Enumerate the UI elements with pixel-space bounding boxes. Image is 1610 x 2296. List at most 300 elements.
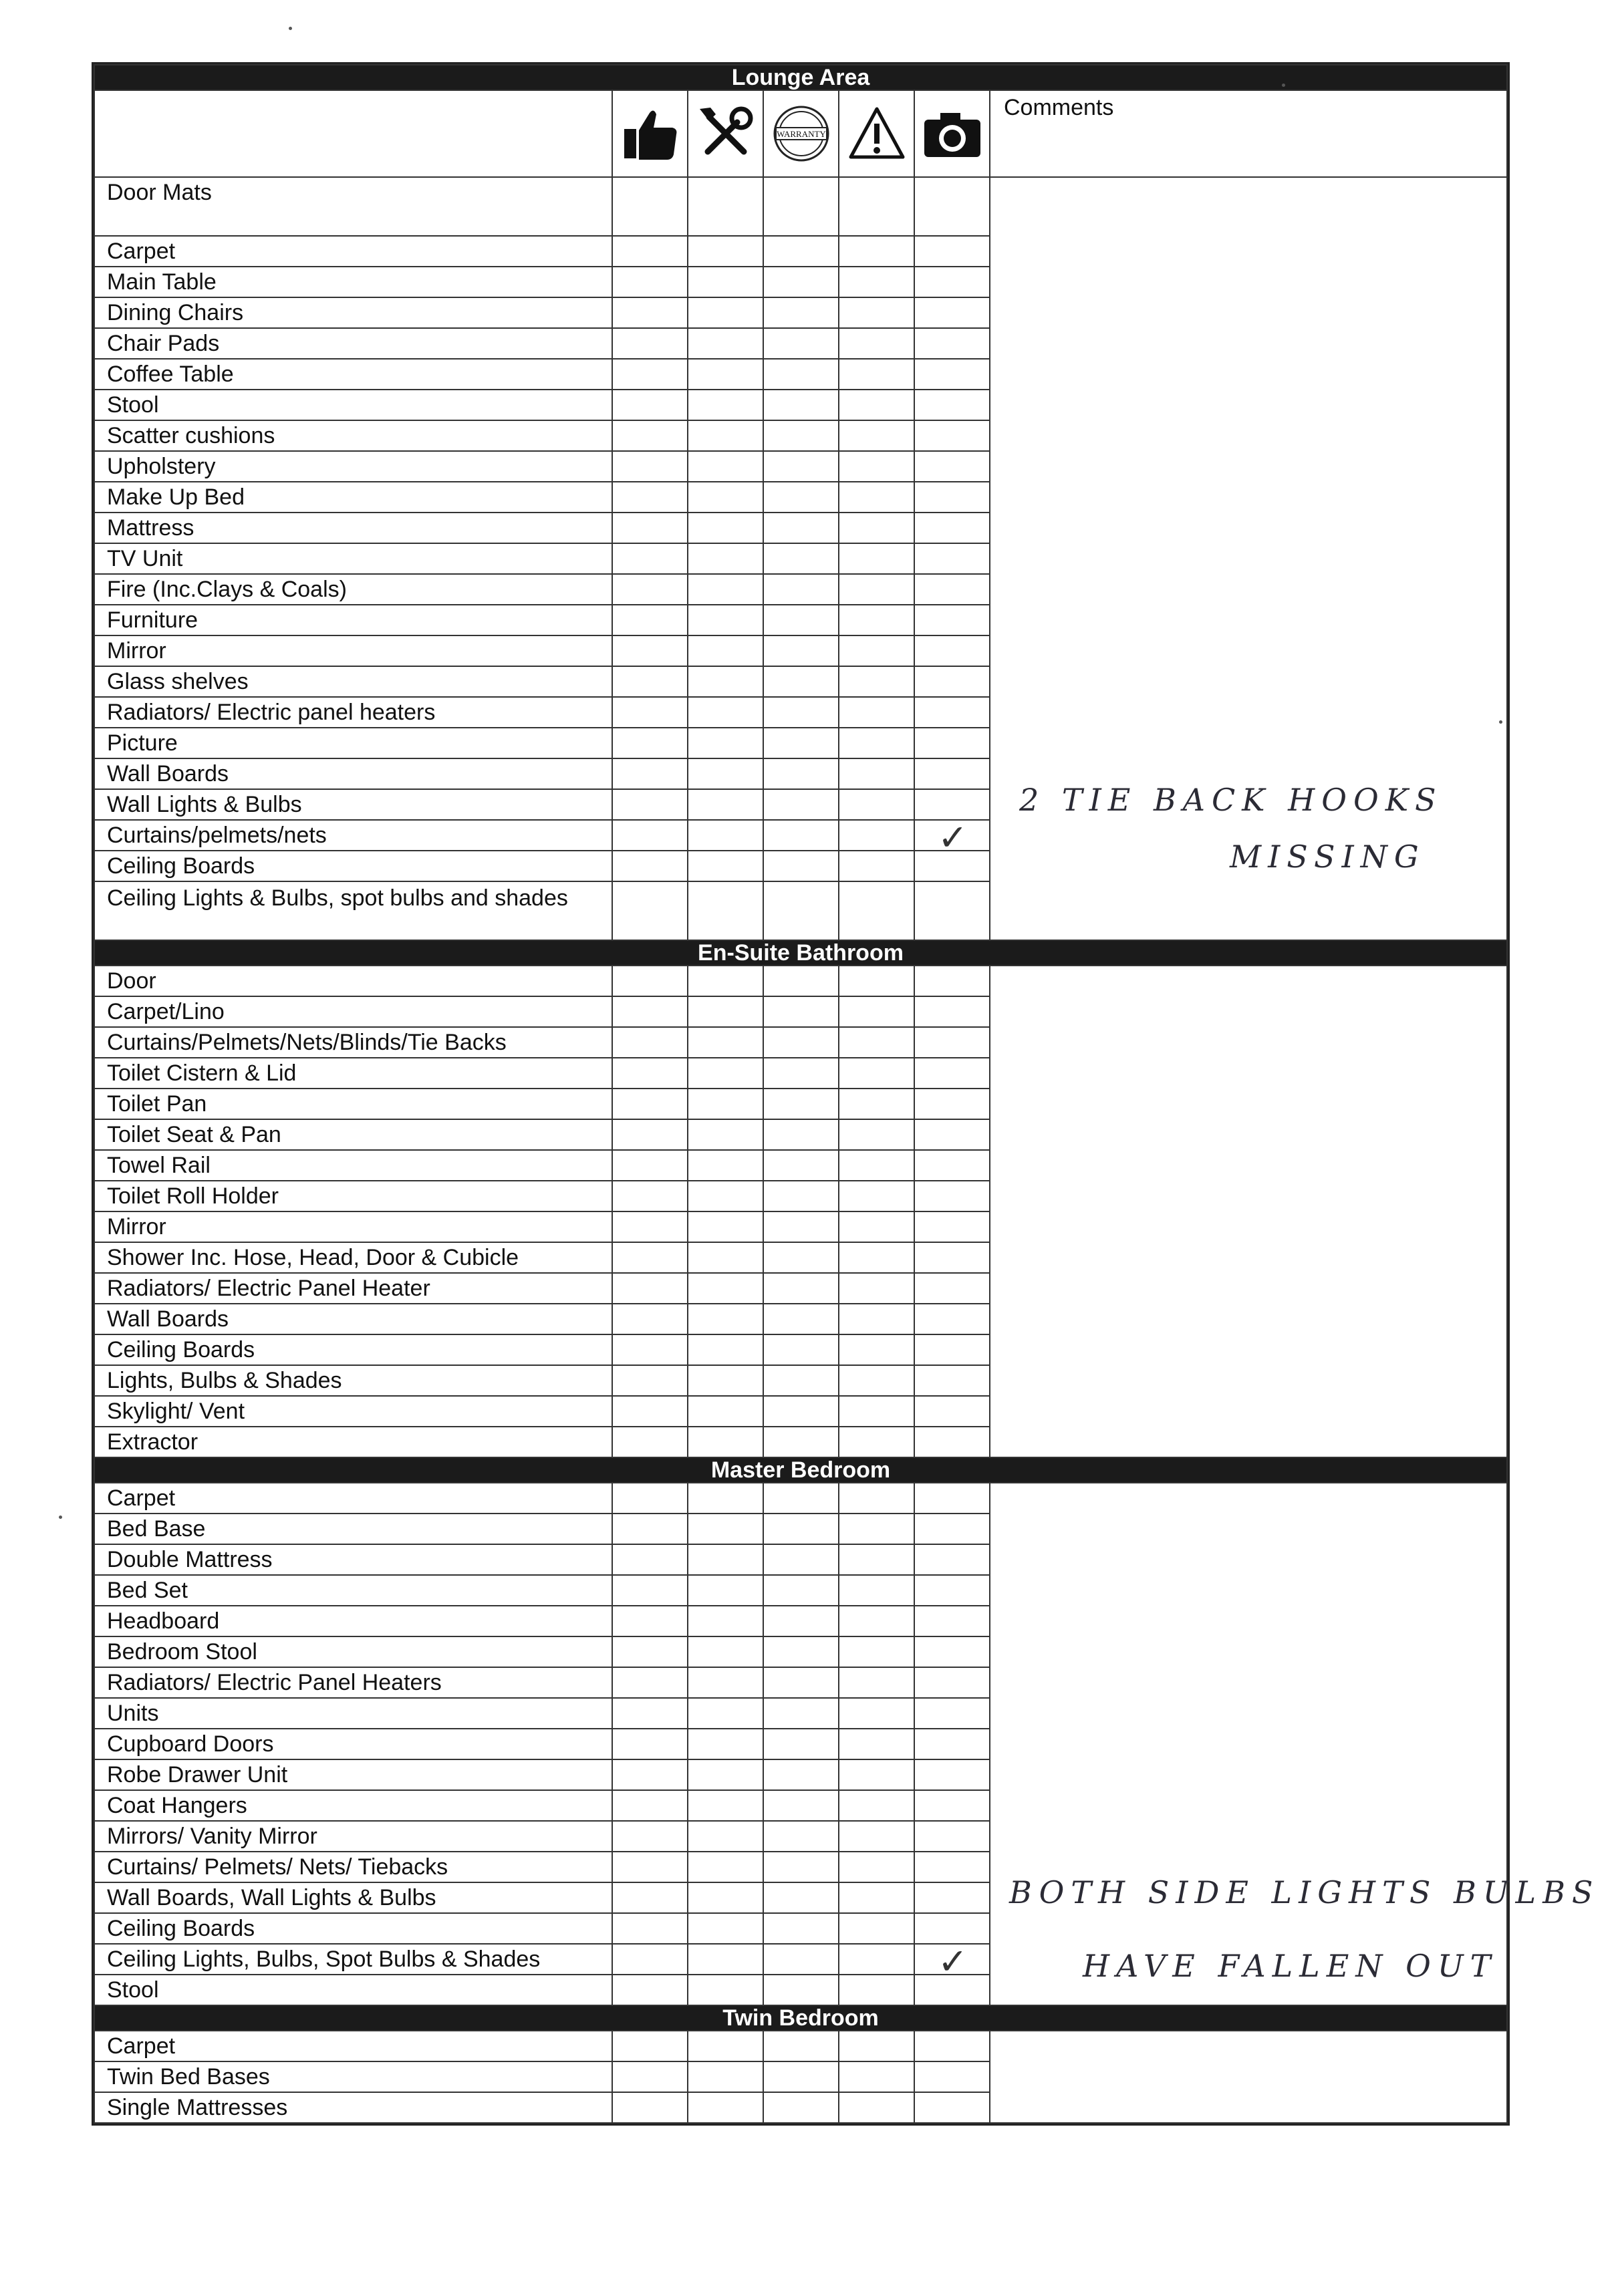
check-box-warranty-stamp[interactable] bbox=[763, 451, 839, 482]
check-box-camera[interactable] bbox=[914, 1575, 990, 1606]
check-box-thumbs-up[interactable] bbox=[612, 1027, 688, 1058]
check-box-tools[interactable] bbox=[688, 328, 763, 359]
check-box-thumbs-up[interactable] bbox=[612, 1821, 688, 1852]
comments-cell[interactable] bbox=[990, 966, 1507, 1457]
check-box-warning[interactable] bbox=[839, 1211, 914, 1242]
check-box-warning[interactable] bbox=[839, 789, 914, 820]
check-box-warning[interactable] bbox=[839, 1119, 914, 1150]
check-box-tools[interactable] bbox=[688, 1273, 763, 1304]
check-box-tools[interactable] bbox=[688, 605, 763, 635]
comments-cell[interactable] bbox=[990, 177, 1507, 940]
check-box-thumbs-up[interactable] bbox=[612, 420, 688, 451]
check-box-tools[interactable] bbox=[688, 1181, 763, 1211]
check-box-warning[interactable] bbox=[839, 996, 914, 1027]
check-box-warranty-stamp[interactable] bbox=[763, 789, 839, 820]
check-box-warning[interactable] bbox=[839, 297, 914, 328]
check-box-camera[interactable] bbox=[914, 1941, 990, 1983]
check-box-thumbs-up[interactable] bbox=[612, 543, 688, 574]
check-box-tools[interactable] bbox=[688, 1427, 763, 1457]
check-box-warning[interactable] bbox=[839, 1544, 914, 1575]
check-box-camera[interactable] bbox=[914, 359, 990, 390]
check-box-warning[interactable] bbox=[839, 390, 914, 420]
check-box-warranty-stamp[interactable] bbox=[763, 1790, 839, 1821]
check-box-warranty-stamp[interactable] bbox=[763, 1396, 839, 1427]
check-box-thumbs-up[interactable] bbox=[612, 789, 688, 820]
check-box-camera[interactable] bbox=[914, 543, 990, 574]
check-box-warranty-stamp[interactable] bbox=[763, 1181, 839, 1211]
check-box-camera[interactable] bbox=[914, 1058, 990, 1089]
check-box-camera[interactable] bbox=[914, 605, 990, 635]
check-box-warning[interactable] bbox=[839, 513, 914, 543]
check-box-warning[interactable] bbox=[839, 966, 914, 996]
check-box-warranty-stamp[interactable] bbox=[763, 851, 839, 881]
check-box-thumbs-up[interactable] bbox=[612, 1975, 688, 2005]
check-box-camera[interactable] bbox=[914, 697, 990, 728]
check-box-camera[interactable] bbox=[914, 1913, 990, 1944]
check-box-warning[interactable] bbox=[839, 666, 914, 697]
check-box-warning[interactable] bbox=[839, 1729, 914, 1759]
check-box-tools[interactable] bbox=[688, 996, 763, 1027]
check-box-warning[interactable] bbox=[839, 1606, 914, 1636]
check-box-thumbs-up[interactable] bbox=[612, 728, 688, 758]
check-box-thumbs-up[interactable] bbox=[612, 1150, 688, 1181]
check-box-tools[interactable] bbox=[688, 574, 763, 605]
check-box-tools[interactable] bbox=[688, 728, 763, 758]
check-box-thumbs-up[interactable] bbox=[612, 1852, 688, 1882]
check-box-warranty-stamp[interactable] bbox=[763, 1483, 839, 1514]
check-box-thumbs-up[interactable] bbox=[612, 996, 688, 1027]
check-box-camera[interactable] bbox=[914, 1150, 990, 1181]
check-box-tools[interactable] bbox=[688, 236, 763, 267]
check-box-tools[interactable] bbox=[688, 513, 763, 543]
check-box-warning[interactable] bbox=[839, 1852, 914, 1882]
check-box-warranty-stamp[interactable] bbox=[763, 1913, 839, 1944]
check-box-tools[interactable] bbox=[688, 177, 763, 236]
check-box-camera[interactable] bbox=[914, 267, 990, 297]
check-box-thumbs-up[interactable] bbox=[612, 1211, 688, 1242]
check-box-warranty-stamp[interactable] bbox=[763, 635, 839, 666]
check-box-warranty-stamp[interactable] bbox=[763, 881, 839, 940]
check-box-tools[interactable] bbox=[688, 1514, 763, 1544]
check-box-warning[interactable] bbox=[839, 2031, 914, 2061]
check-box-camera[interactable] bbox=[914, 817, 990, 859]
check-box-warning[interactable] bbox=[839, 1667, 914, 1698]
check-box-camera[interactable] bbox=[914, 1027, 990, 1058]
check-box-thumbs-up[interactable] bbox=[612, 482, 688, 513]
check-box-warning[interactable] bbox=[839, 1698, 914, 1729]
check-box-thumbs-up[interactable] bbox=[612, 1181, 688, 1211]
check-box-thumbs-up[interactable] bbox=[612, 177, 688, 236]
check-box-camera[interactable] bbox=[914, 297, 990, 328]
check-box-thumbs-up[interactable] bbox=[612, 666, 688, 697]
check-box-camera[interactable] bbox=[914, 513, 990, 543]
check-box-warning[interactable] bbox=[839, 1150, 914, 1181]
check-box-warranty-stamp[interactable] bbox=[763, 1821, 839, 1852]
check-box-warranty-stamp[interactable] bbox=[763, 1636, 839, 1667]
check-box-warranty-stamp[interactable] bbox=[763, 697, 839, 728]
check-box-warranty-stamp[interactable] bbox=[763, 1975, 839, 2005]
check-box-warranty-stamp[interactable] bbox=[763, 1427, 839, 1457]
check-box-thumbs-up[interactable] bbox=[612, 1058, 688, 1089]
check-box-warning[interactable] bbox=[839, 1242, 914, 1273]
check-box-warning[interactable] bbox=[839, 177, 914, 236]
check-box-camera[interactable] bbox=[914, 1514, 990, 1544]
check-box-warning[interactable] bbox=[839, 1636, 914, 1667]
comments-cell[interactable] bbox=[990, 1483, 1507, 2005]
check-box-warranty-stamp[interactable] bbox=[763, 1759, 839, 1790]
camera-icon bbox=[914, 90, 990, 177]
check-box-warranty-stamp[interactable] bbox=[763, 1852, 839, 1882]
check-box-tools[interactable] bbox=[688, 1729, 763, 1759]
check-box-thumbs-up[interactable] bbox=[612, 1636, 688, 1667]
check-box-camera[interactable] bbox=[914, 1667, 990, 1698]
check-box-warning[interactable] bbox=[839, 1913, 914, 1944]
check-box-warranty-stamp[interactable] bbox=[763, 1304, 839, 1334]
check-box-thumbs-up[interactable] bbox=[612, 1544, 688, 1575]
check-box-camera[interactable] bbox=[914, 1790, 990, 1821]
check-box-warning[interactable] bbox=[839, 2061, 914, 2092]
check-box-tools[interactable] bbox=[688, 1396, 763, 1427]
check-box-tools[interactable] bbox=[688, 1150, 763, 1181]
check-box-thumbs-up[interactable] bbox=[612, 390, 688, 420]
check-box-warning[interactable] bbox=[839, 1427, 914, 1457]
check-box-camera[interactable] bbox=[914, 666, 990, 697]
check-box-thumbs-up[interactable] bbox=[612, 1427, 688, 1457]
check-box-tools[interactable] bbox=[688, 851, 763, 881]
check-box-thumbs-up[interactable] bbox=[612, 1514, 688, 1544]
check-box-tools[interactable] bbox=[688, 1790, 763, 1821]
check-box-warning[interactable] bbox=[839, 236, 914, 267]
check-box-tools[interactable] bbox=[688, 1759, 763, 1790]
check-box-tools[interactable] bbox=[688, 359, 763, 390]
check-box-warranty-stamp[interactable] bbox=[763, 1944, 839, 1975]
check-box-warranty-stamp[interactable] bbox=[763, 297, 839, 328]
check-box-warning[interactable] bbox=[839, 1790, 914, 1821]
check-box-warning[interactable] bbox=[839, 420, 914, 451]
check-box-warning[interactable] bbox=[839, 1975, 914, 2005]
check-box-tools[interactable] bbox=[688, 1334, 763, 1365]
check-box-thumbs-up[interactable] bbox=[612, 2031, 688, 2061]
check-box-camera[interactable] bbox=[914, 1759, 990, 1790]
check-box-warranty-stamp[interactable] bbox=[763, 996, 839, 1027]
check-box-warning[interactable] bbox=[839, 1334, 914, 1365]
check-box-tools[interactable] bbox=[688, 1027, 763, 1058]
check-box-warranty-stamp[interactable] bbox=[763, 1575, 839, 1606]
check-box-tools[interactable] bbox=[688, 1913, 763, 1944]
check-box-warranty-stamp[interactable] bbox=[763, 1273, 839, 1304]
check-box-warning[interactable] bbox=[839, 1944, 914, 1975]
check-box-thumbs-up[interactable] bbox=[612, 1575, 688, 1606]
check-box-camera[interactable] bbox=[914, 1334, 990, 1365]
check-box-tools[interactable] bbox=[688, 1575, 763, 1606]
check-box-tools[interactable] bbox=[688, 1636, 763, 1667]
check-box-thumbs-up[interactable] bbox=[612, 1667, 688, 1698]
check-box-warranty-stamp[interactable] bbox=[763, 1119, 839, 1150]
check-box-tools[interactable] bbox=[688, 697, 763, 728]
check-box-thumbs-up[interactable] bbox=[612, 1089, 688, 1119]
check-box-warranty-stamp[interactable] bbox=[763, 758, 839, 789]
check-box-thumbs-up[interactable] bbox=[612, 1304, 688, 1334]
check-box-warranty-stamp[interactable] bbox=[763, 666, 839, 697]
check-box-thumbs-up[interactable] bbox=[612, 236, 688, 267]
check-box-warning[interactable] bbox=[839, 1514, 914, 1544]
check-box-thumbs-up[interactable] bbox=[612, 1242, 688, 1273]
check-box-tools[interactable] bbox=[688, 1304, 763, 1334]
check-box-camera[interactable] bbox=[914, 451, 990, 482]
check-box-warranty-stamp[interactable] bbox=[763, 420, 839, 451]
check-box-tools[interactable] bbox=[688, 2031, 763, 2061]
check-box-tools[interactable] bbox=[688, 451, 763, 482]
check-box-camera[interactable] bbox=[914, 1089, 990, 1119]
check-box-camera[interactable] bbox=[914, 1396, 990, 1427]
check-box-thumbs-up[interactable] bbox=[612, 758, 688, 789]
check-box-thumbs-up[interactable] bbox=[612, 1396, 688, 1427]
check-box-tools[interactable] bbox=[688, 1365, 763, 1396]
check-box-tools[interactable] bbox=[688, 758, 763, 789]
check-box-camera[interactable] bbox=[914, 482, 990, 513]
check-box-thumbs-up[interactable] bbox=[612, 1759, 688, 1790]
check-box-warning[interactable] bbox=[839, 574, 914, 605]
check-box-warranty-stamp[interactable] bbox=[763, 1150, 839, 1181]
check-box-thumbs-up[interactable] bbox=[612, 605, 688, 635]
check-box-warranty-stamp[interactable] bbox=[763, 543, 839, 574]
check-box-warning[interactable] bbox=[839, 543, 914, 574]
check-box-thumbs-up[interactable] bbox=[612, 635, 688, 666]
check-box-thumbs-up[interactable] bbox=[612, 359, 688, 390]
check-box-warning[interactable] bbox=[839, 635, 914, 666]
check-box-thumbs-up[interactable] bbox=[612, 1944, 688, 1975]
check-box-camera[interactable] bbox=[914, 1427, 990, 1457]
check-box-warranty-stamp[interactable] bbox=[763, 177, 839, 236]
check-box-warning[interactable] bbox=[839, 728, 914, 758]
check-box-tools[interactable] bbox=[688, 1821, 763, 1852]
check-box-tools[interactable] bbox=[688, 390, 763, 420]
check-box-camera[interactable] bbox=[914, 1365, 990, 1396]
check-box-warning[interactable] bbox=[839, 1882, 914, 1913]
check-box-camera[interactable] bbox=[914, 789, 990, 820]
check-box-warning[interactable] bbox=[839, 1575, 914, 1606]
check-box-camera[interactable] bbox=[914, 328, 990, 359]
check-box-warranty-stamp[interactable] bbox=[763, 1882, 839, 1913]
check-box-warning[interactable] bbox=[839, 758, 914, 789]
check-box-thumbs-up[interactable] bbox=[612, 513, 688, 543]
check-box-warranty-stamp[interactable] bbox=[763, 1606, 839, 1636]
check-box-tools[interactable] bbox=[688, 1975, 763, 2005]
check-box-thumbs-up[interactable] bbox=[612, 1365, 688, 1396]
check-box-warranty-stamp[interactable] bbox=[763, 2092, 839, 2123]
check-box-warning[interactable] bbox=[839, 1365, 914, 1396]
check-box-camera[interactable] bbox=[914, 881, 990, 940]
check-box-camera[interactable] bbox=[914, 1242, 990, 1273]
check-box-thumbs-up[interactable] bbox=[612, 2092, 688, 2123]
check-box-thumbs-up[interactable] bbox=[612, 574, 688, 605]
check-box-warning[interactable] bbox=[839, 1821, 914, 1852]
check-box-tools[interactable] bbox=[688, 482, 763, 513]
check-box-thumbs-up[interactable] bbox=[612, 1334, 688, 1365]
check-box-camera[interactable] bbox=[914, 1483, 990, 1514]
check-box-camera[interactable] bbox=[914, 728, 990, 758]
check-box-camera[interactable] bbox=[914, 390, 990, 420]
check-box-warning[interactable] bbox=[839, 1396, 914, 1427]
check-box-thumbs-up[interactable] bbox=[612, 881, 688, 940]
check-box-camera[interactable] bbox=[914, 2061, 990, 2092]
check-box-warning[interactable] bbox=[839, 820, 914, 851]
check-box-warranty-stamp[interactable] bbox=[763, 1058, 839, 1089]
check-box-camera[interactable] bbox=[914, 1636, 990, 1667]
check-box-warranty-stamp[interactable] bbox=[763, 605, 839, 635]
check-box-tools[interactable] bbox=[688, 1667, 763, 1698]
check-box-camera[interactable] bbox=[914, 1729, 990, 1759]
check-box-tools[interactable] bbox=[688, 543, 763, 574]
check-box-tools[interactable] bbox=[688, 267, 763, 297]
check-box-warning[interactable] bbox=[839, 2092, 914, 2123]
check-box-tools[interactable] bbox=[688, 1119, 763, 1150]
check-box-tools[interactable] bbox=[688, 1852, 763, 1882]
check-box-tools[interactable] bbox=[688, 666, 763, 697]
check-box-camera[interactable] bbox=[914, 1698, 990, 1729]
check-box-tools[interactable] bbox=[688, 1058, 763, 1089]
check-box-thumbs-up[interactable] bbox=[612, 267, 688, 297]
check-box-tools[interactable] bbox=[688, 1698, 763, 1729]
check-box-thumbs-up[interactable] bbox=[612, 1882, 688, 1913]
check-box-warning[interactable] bbox=[839, 328, 914, 359]
check-box-tools[interactable] bbox=[688, 2092, 763, 2123]
check-box-camera[interactable] bbox=[914, 1606, 990, 1636]
check-box-warning[interactable] bbox=[839, 482, 914, 513]
check-box-warranty-stamp[interactable] bbox=[763, 482, 839, 513]
check-box-camera[interactable] bbox=[914, 1852, 990, 1882]
check-box-camera[interactable] bbox=[914, 966, 990, 996]
check-box-tools[interactable] bbox=[688, 966, 763, 996]
check-box-camera[interactable] bbox=[914, 2092, 990, 2123]
check-box-warranty-stamp[interactable] bbox=[763, 1027, 839, 1058]
check-box-camera[interactable] bbox=[914, 1304, 990, 1334]
check-box-warranty-stamp[interactable] bbox=[763, 1514, 839, 1544]
check-box-warranty-stamp[interactable] bbox=[763, 513, 839, 543]
check-box-camera[interactable] bbox=[914, 1211, 990, 1242]
check-box-warning[interactable] bbox=[839, 359, 914, 390]
check-box-warning[interactable] bbox=[839, 605, 914, 635]
check-box-tools[interactable] bbox=[688, 2061, 763, 2092]
check-box-tools[interactable] bbox=[688, 1606, 763, 1636]
check-box-camera[interactable] bbox=[914, 758, 990, 789]
check-box-warning[interactable] bbox=[839, 851, 914, 881]
check-box-tools[interactable] bbox=[688, 1483, 763, 1514]
check-box-tools[interactable] bbox=[688, 420, 763, 451]
check-box-tools[interactable] bbox=[688, 1882, 763, 1913]
check-box-warranty-stamp[interactable] bbox=[763, 1334, 839, 1365]
check-box-warning[interactable] bbox=[839, 697, 914, 728]
check-box-warranty-stamp[interactable] bbox=[763, 1729, 839, 1759]
check-box-warranty-stamp[interactable] bbox=[763, 2061, 839, 2092]
check-box-tools[interactable] bbox=[688, 1544, 763, 1575]
check-box-warranty-stamp[interactable] bbox=[763, 1089, 839, 1119]
check-box-camera[interactable] bbox=[914, 236, 990, 267]
check-box-warning[interactable] bbox=[839, 1759, 914, 1790]
check-box-thumbs-up[interactable] bbox=[612, 1790, 688, 1821]
check-box-warranty-stamp[interactable] bbox=[763, 1365, 839, 1396]
check-box-camera[interactable] bbox=[914, 1119, 990, 1150]
check-box-warning[interactable] bbox=[839, 451, 914, 482]
check-box-warranty-stamp[interactable] bbox=[763, 267, 839, 297]
check-box-thumbs-up[interactable] bbox=[612, 297, 688, 328]
check-box-warning[interactable] bbox=[839, 1027, 914, 1058]
check-box-thumbs-up[interactable] bbox=[612, 966, 688, 996]
check-box-camera[interactable] bbox=[914, 1181, 990, 1211]
comments-cell[interactable] bbox=[990, 2031, 1507, 2123]
check-box-warning[interactable] bbox=[839, 1089, 914, 1119]
check-box-tools[interactable] bbox=[688, 297, 763, 328]
check-box-tools[interactable] bbox=[688, 1242, 763, 1273]
check-box-warranty-stamp[interactable] bbox=[763, 574, 839, 605]
check-box-thumbs-up[interactable] bbox=[612, 1273, 688, 1304]
check-box-tools[interactable] bbox=[688, 881, 763, 940]
check-box-thumbs-up[interactable] bbox=[612, 1483, 688, 1514]
check-box-warranty-stamp[interactable] bbox=[763, 1544, 839, 1575]
check-box-warranty-stamp[interactable] bbox=[763, 1211, 839, 1242]
check-box-warranty-stamp[interactable] bbox=[763, 236, 839, 267]
check-box-tools[interactable] bbox=[688, 789, 763, 820]
check-box-warranty-stamp[interactable] bbox=[763, 820, 839, 851]
check-box-warranty-stamp[interactable] bbox=[763, 328, 839, 359]
check-box-thumbs-up[interactable] bbox=[612, 451, 688, 482]
check-box-warranty-stamp[interactable] bbox=[763, 2031, 839, 2061]
check-box-thumbs-up[interactable] bbox=[612, 1698, 688, 1729]
check-box-thumbs-up[interactable] bbox=[612, 1606, 688, 1636]
check-box-camera[interactable] bbox=[914, 996, 990, 1027]
check-box-camera[interactable] bbox=[914, 635, 990, 666]
check-box-camera[interactable] bbox=[914, 177, 990, 236]
item-label: Towel Rail bbox=[94, 1150, 612, 1181]
check-box-thumbs-up[interactable] bbox=[612, 697, 688, 728]
check-box-tools[interactable] bbox=[688, 635, 763, 666]
check-box-thumbs-up[interactable] bbox=[612, 1729, 688, 1759]
check-box-camera[interactable] bbox=[914, 420, 990, 451]
check-box-thumbs-up[interactable] bbox=[612, 820, 688, 851]
check-box-warning[interactable] bbox=[839, 881, 914, 940]
check-box-tools[interactable] bbox=[688, 1211, 763, 1242]
check-box-warranty-stamp[interactable] bbox=[763, 359, 839, 390]
check-box-camera[interactable] bbox=[914, 1544, 990, 1575]
check-box-warning[interactable] bbox=[839, 1483, 914, 1514]
check-box-tools[interactable] bbox=[688, 1089, 763, 1119]
check-box-warranty-stamp[interactable] bbox=[763, 728, 839, 758]
check-box-warning[interactable] bbox=[839, 1181, 914, 1211]
check-box-thumbs-up[interactable] bbox=[612, 851, 688, 881]
check-box-thumbs-up[interactable] bbox=[612, 328, 688, 359]
check-box-warning[interactable] bbox=[839, 1058, 914, 1089]
check-box-tools[interactable] bbox=[688, 820, 763, 851]
check-box-warranty-stamp[interactable] bbox=[763, 1667, 839, 1698]
check-box-warranty-stamp[interactable] bbox=[763, 966, 839, 996]
check-box-camera[interactable] bbox=[914, 574, 990, 605]
check-box-camera[interactable] bbox=[914, 1821, 990, 1852]
check-box-thumbs-up[interactable] bbox=[612, 1913, 688, 1944]
check-box-tools[interactable] bbox=[688, 1944, 763, 1975]
check-box-camera[interactable] bbox=[914, 2031, 990, 2061]
check-box-camera[interactable] bbox=[914, 1882, 990, 1913]
check-box-camera[interactable] bbox=[914, 1273, 990, 1304]
check-box-warranty-stamp[interactable] bbox=[763, 1242, 839, 1273]
item-label: Curtains/ Pelmets/ Nets/ Tiebacks bbox=[94, 1852, 612, 1882]
check-box-warning[interactable] bbox=[839, 267, 914, 297]
check-box-warning[interactable] bbox=[839, 1273, 914, 1304]
check-box-warranty-stamp[interactable] bbox=[763, 390, 839, 420]
check-box-warning[interactable] bbox=[839, 1304, 914, 1334]
check-box-warranty-stamp[interactable] bbox=[763, 1698, 839, 1729]
check-box-thumbs-up[interactable] bbox=[612, 1119, 688, 1150]
check-box-thumbs-up[interactable] bbox=[612, 2061, 688, 2092]
